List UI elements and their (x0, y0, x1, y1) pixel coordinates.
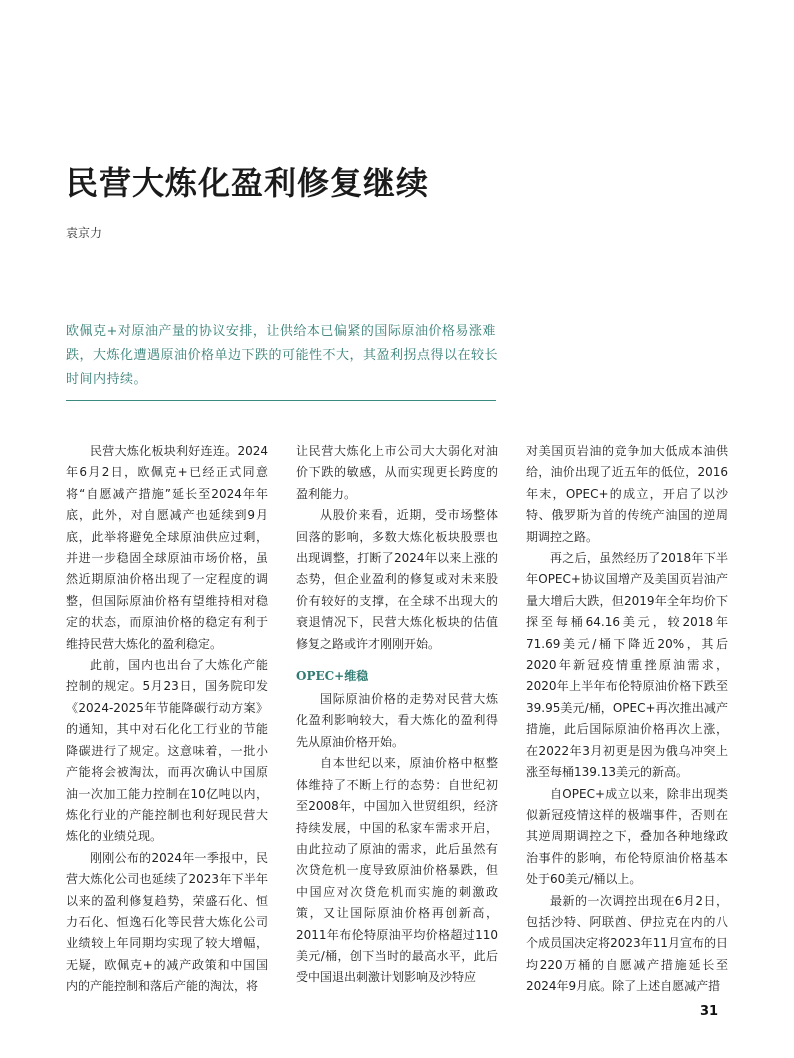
paragraph: 刚刚公布的2024年一季报中，民营大炼化公司也延续了2023年下半年以来的盈利修复趋势，荣盛石化、恒力石化、恒逸石化等民营大炼化公司业绩较上年同期均实现了较大增幅，无疑，欧佩克+的减产政策和中国国内的产能控制和落后产能的淘汰，将 (66, 850, 268, 994)
paragraph: 自本世纪以来，原油价格中枢整体维持了不断上行的态势：自世纪初至2008年，中国加入世贸组织，经济持续发展，中国的私家车需求开启，由此拉动了原油的需求，此后虽然有次贷危机一度导致原油价格暴跌，但中国应对次贷危机而实施的刺激政策，又让国际原油价格再创新高，2011年布伦特原油平均价格超过110美元/桶，创下当时的最高水平，此后受中国退出刺激计划影响及沙特应 (296, 756, 498, 985)
paragraph: 对美国页岩油的竞争加大低成本油供给，油价出现了近五年的低位，2016年末，OPEC+的成立，开启了以沙特、俄罗斯为首的传统产油国的逆周期调控之路。 (526, 444, 728, 544)
paragraph: 国际原油价格的走势对民营大炼化盈利影响较大，看大炼化的盈利得先从原油价格开始。 (296, 692, 498, 749)
body-column-3 (526, 441, 728, 998)
abstract-divider (66, 400, 496, 401)
body-column-2 (296, 441, 498, 989)
paragraph: 让民营大炼化上市公司大大弱化对油价下跌的敏感，从而实现更长跨度的盈利能力。 (296, 444, 498, 501)
article-author: 袁京力 (66, 226, 103, 240)
paragraph: 最新的一次调控出现在6月2日，包括沙特、阿联酋、伊拉克在内的八个成员国决定将2023年11月宣布的日均220万桶的自愿减产措施延长至2024年9月底。除了上述自愿减产措 (526, 893, 728, 994)
paragraph: 民营大炼化板块利好连连。2024年6月2日，欧佩克+已经正式同意将“自愿减产措施”延长至2024年年底，此外，对自愿减产也延续到9月底，此举将避免全球原油供应过剩，并进一步稳固全球原油市场价格，虽然近期原油价格出现了一定程度的调整，但国际原油价格有望维持相对稳定的状态，而原油价格的稳定有利于维持民营大炼化的盈利稳定。 (66, 444, 268, 651)
article-title: 民营大炼化盈利修复继续 (66, 164, 430, 202)
paragraph: 再之后，虽然经历了2018年下半年OPEC+协议国增产及美国页岩油产量大增后大跌，但2019年全年均价下探至每桶64.16美元，较2018年71.69美元/桶下降近20%，其后2020年新冠疫情重挫原油需求，2020年上半年布伦特原油价格下跌至39.95美元/桶，OPEC+再次推出减产措施，此后国际原油价格再次上涨，在2022年3月初更是因为俄乌冲突上涨至每桶139.13美元的新高。 (526, 551, 728, 780)
article-abstract: 欧佩克+对原油产量的协议安排，让供给本已偏紧的国际原油价格易涨难跌，大炼化遭遇原油价格单边下跌的可能性不大，其盈利拐点得以在较长时间内持续。 (66, 324, 499, 387)
body-column-1 (66, 441, 268, 998)
paragraph: 自OPEC+成立以来，除非出现类似新冠疫情这样的极端事件，否则在其逆周期调控之下，叠加各种地缘政治事件的影响，布伦特原油价格基本处于60美元/桶以上。 (526, 786, 728, 887)
page-number: 31 (700, 1004, 719, 1019)
section-heading: OPEC+维稳 (296, 669, 369, 684)
paragraph: 此前，国内也出台了大炼化产能控制的规定。5月23日，国务院印发《2024-2025年节能降碳行动方案》的通知，其中对石化化工行业的节能降碳进行了规定。这意味着，一批小产能将会被淘汰，而再次确认中国原油一次加工能力控制在10亿吨以内，炼化行业的产能控制也利好现民营大炼化的业绩兑现。 (66, 658, 268, 844)
paragraph: 从股价来看，近期，受市场整体回落的影响，多数大炼化板块股票也出现调整，打断了2024年以来上涨的态势，但企业盈利的修复或对未来股价有较好的支撑，在全球不出现大的衰退情况下，民营大炼化板块的估值修复之路或许才刚刚开始。 (296, 508, 498, 651)
